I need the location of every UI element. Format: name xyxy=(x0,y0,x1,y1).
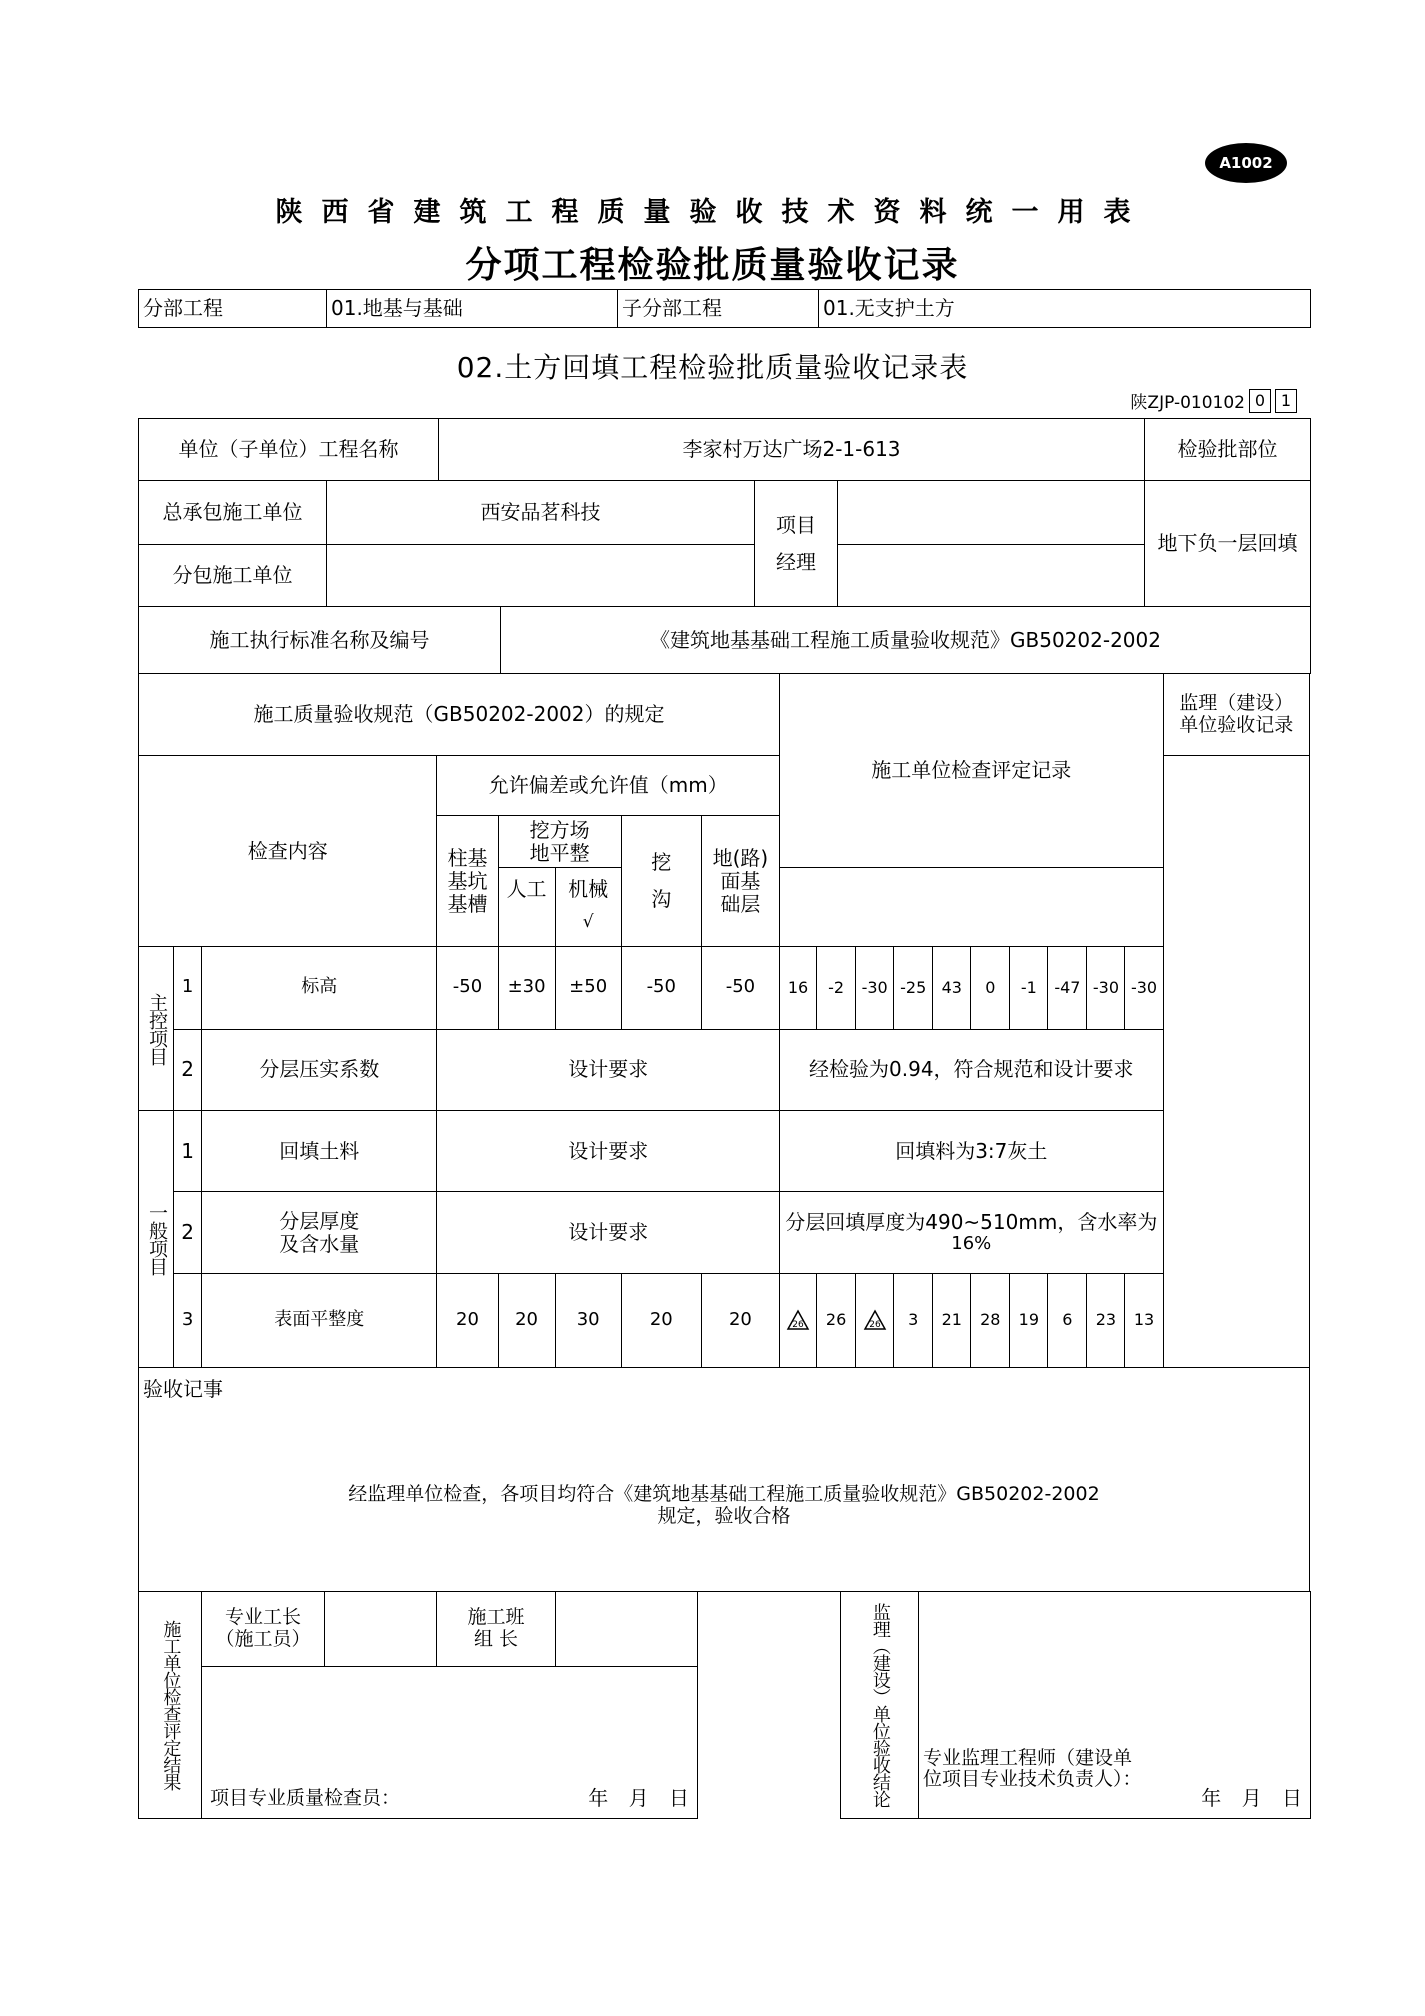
general-row-3-measure: 21 xyxy=(933,1273,971,1367)
contractor-label: 总承包施工单位 xyxy=(139,481,327,545)
acceptance-text-l2: 规定，验收合格 xyxy=(657,1504,791,1527)
supervisor-result-text: 监理（建设）单位验收结论 xyxy=(869,1603,891,1807)
general-row-3-tol: 20 xyxy=(701,1273,779,1367)
pm-label-line2: 经理 xyxy=(776,549,816,574)
general-row-2-result-l1: 分层回填厚度为490~510mm，含水率为 xyxy=(785,1209,1158,1234)
main-row-1-tol: ±30 xyxy=(498,947,555,1029)
team-label-l1: 施工班 xyxy=(467,1606,525,1629)
signature-table xyxy=(138,1591,1311,1819)
supervisor-result-label xyxy=(841,1592,919,1819)
general-row-3-measure: 23 xyxy=(1087,1273,1125,1367)
general-row-3-tol: 30 xyxy=(555,1273,621,1367)
foreman-label xyxy=(202,1592,325,1667)
triangle-stamp-icon xyxy=(780,1273,817,1367)
general-row-1-requirement: 设计要求 xyxy=(437,1110,780,1191)
check-record-title: 施工单位检查评定记录 xyxy=(780,674,1164,868)
main-row-1-measure: -30 xyxy=(1125,947,1163,1029)
main-group-label xyxy=(139,947,174,1111)
supervisor-record-column xyxy=(1163,756,1309,1368)
project-name-label: 单位（子单位）工程名称 xyxy=(139,419,439,481)
location-label: 检验批部位 xyxy=(1145,419,1311,481)
acceptance-table xyxy=(138,1367,1310,1592)
standard-value: 《建筑地基基础工程施工质量验收规范》GB50202-2002 xyxy=(501,607,1311,674)
main-row-1-name: 标高 xyxy=(202,947,437,1029)
col-dig-l2: 地平整 xyxy=(529,840,590,865)
col-machine-label: 机械 xyxy=(568,876,609,901)
content-title: 检查内容 xyxy=(139,756,437,947)
col-pile-l3: 基槽 xyxy=(447,891,488,916)
contractor-value: 西安品茗科技 xyxy=(327,481,755,545)
info-table xyxy=(138,289,1311,328)
tolerance-title: 允许偏差或允许值（mm） xyxy=(437,756,780,816)
col-road-l1: 地(路) xyxy=(712,845,769,870)
subcontractor-value xyxy=(327,545,755,607)
main-row-1-tol: -50 xyxy=(437,947,498,1029)
general-row-3-measure: 3 xyxy=(894,1273,933,1367)
subcontractor-label: 分包施工单位 xyxy=(139,545,327,607)
main-row-1-measure: -30 xyxy=(1087,947,1125,1029)
general-row-3-measure: 19 xyxy=(1010,1273,1048,1367)
svg-text:26: 26 xyxy=(868,1320,881,1331)
pm-label xyxy=(755,481,838,607)
col-road-l2: 面基 xyxy=(720,868,761,893)
general-row-1-no: 1 xyxy=(174,1110,202,1191)
inspection-table xyxy=(138,673,1310,1368)
col-ditch-l2: 沟 xyxy=(651,887,672,912)
general-row-3-tol: 20 xyxy=(437,1273,498,1367)
general-row-3-no: 3 xyxy=(174,1273,202,1367)
general-group-text: 一般项目 xyxy=(145,1202,168,1275)
col-dig-l1: 挖方场 xyxy=(529,817,590,842)
main-row-2-requirement: 设计要求 xyxy=(437,1029,780,1110)
col-road-l3: 础层 xyxy=(720,891,761,916)
acceptance-label: 验收记事 xyxy=(143,1377,223,1401)
general-row-3-measure: 6 xyxy=(1048,1273,1087,1367)
division-label: 分部工程 xyxy=(139,290,327,328)
col-pile-l1: 柱基 xyxy=(447,845,488,870)
general-row-3-tol: 20 xyxy=(621,1273,701,1367)
general-group-label xyxy=(139,1110,174,1367)
supervisor-title-line1: 监理（建设） xyxy=(1179,691,1294,714)
project-name-value: 李家村万达广场2-1-613 xyxy=(439,419,1145,481)
general-row-2-name-l1: 分层厚度 xyxy=(279,1208,360,1233)
main-row-1-measure: -1 xyxy=(1010,947,1048,1029)
col-ditch xyxy=(621,816,701,947)
inspector-cell xyxy=(202,1667,698,1819)
main-row-1-measure: -2 xyxy=(817,947,856,1029)
subdivision-value: 01.无支护土方 xyxy=(819,290,1311,328)
foreman-label-l1: 专业工长 xyxy=(224,1606,301,1629)
main-row-2-no: 2 xyxy=(174,1029,202,1110)
project-table xyxy=(138,418,1311,674)
page-title: 分项工程检验批质量验收记录 xyxy=(465,245,960,286)
general-row-2-name-l2: 及含水量 xyxy=(279,1231,360,1256)
doc-code xyxy=(1130,388,1297,413)
acceptance-text-l1: 经监理单位检查，各项目均符合《建筑地基基础工程施工质量验收规范》GB50202-2002 xyxy=(348,1483,1100,1505)
check-record-spacer xyxy=(780,867,1164,946)
main-row-1-tol: -50 xyxy=(621,947,701,1029)
doc-code-prefix: 陕ZJP-010102 xyxy=(1130,393,1245,413)
contractor-result-label xyxy=(139,1592,202,1819)
acceptance-cell xyxy=(139,1368,1310,1592)
general-row-3-measure: 13 xyxy=(1125,1273,1163,1367)
main-row-1-measure: 0 xyxy=(971,947,1010,1029)
engineer-label-l2: 位项目专业技术负责人）： xyxy=(923,1768,1142,1791)
main-row-1-tol: -50 xyxy=(701,947,779,1029)
supervisor-record-title xyxy=(1163,674,1309,756)
division-value: 01.地基与基础 xyxy=(327,290,618,328)
general-row-2-requirement: 设计要求 xyxy=(437,1192,780,1273)
col-road xyxy=(701,816,779,947)
col-dig xyxy=(498,816,621,867)
sign-spacer xyxy=(698,1592,841,1819)
general-row-2-name xyxy=(202,1192,437,1273)
general-row-3-measure: 28 xyxy=(971,1273,1010,1367)
col-machine xyxy=(555,867,621,946)
general-row-2-result-l2: 16% xyxy=(951,1232,992,1254)
col-pile xyxy=(437,816,498,947)
general-row-3-measure: 26 xyxy=(817,1273,856,1367)
team-label-l2: 组 长 xyxy=(473,1628,519,1650)
header-org-title: 陕西省建筑工程质量验收技术资料统一用表 xyxy=(275,197,1150,228)
acceptance-text xyxy=(139,1484,1309,1528)
inspector-date: 年 月 日 xyxy=(588,1786,689,1810)
engineer-label-l1: 专业监理工程师（建设单 xyxy=(923,1747,1133,1770)
form-code-badge: A1002 xyxy=(1205,143,1287,183)
main-row-1-measure: 16 xyxy=(780,947,817,1029)
general-row-1-name: 回填土料 xyxy=(202,1110,437,1191)
main-group-text: 主控项目 xyxy=(145,992,168,1065)
engineer-label xyxy=(923,1748,1142,1790)
general-row-2-no: 2 xyxy=(174,1192,202,1273)
doc-code-box-1: 0 xyxy=(1249,389,1271,413)
svg-text:26: 26 xyxy=(792,1320,804,1331)
main-row-1-measure: -25 xyxy=(894,947,933,1029)
foreman-value xyxy=(325,1592,437,1667)
supervisor-date: 年 月 日 xyxy=(1201,1786,1302,1810)
general-row-3-name: 表面平整度 xyxy=(202,1273,437,1367)
triangle-stamp-icon xyxy=(856,1273,894,1367)
main-row-2-result: 经检验为0.94，符合规范和设计要求 xyxy=(780,1029,1164,1110)
foreman-label-l2: （施工员） xyxy=(215,1628,311,1650)
check-mark-icon: √ xyxy=(582,911,594,932)
pm-value-2 xyxy=(838,545,1145,607)
record-subtitle: 02.土方回填工程检验批质量验收记录表 xyxy=(456,351,969,384)
inspector-label: 项目专业质量检查员： xyxy=(210,1787,401,1810)
supervisor-sign-cell xyxy=(919,1592,1311,1819)
col-pile-l2: 基坑 xyxy=(447,868,488,893)
general-row-3-tol: 20 xyxy=(498,1273,555,1367)
team-value xyxy=(556,1592,698,1667)
general-row-2-result xyxy=(780,1192,1164,1273)
main-row-1-measure: -30 xyxy=(856,947,894,1029)
col-manual: 人工 xyxy=(498,867,555,946)
main-row-1-tol: ±50 xyxy=(555,947,621,1029)
doc-code-box-2: 1 xyxy=(1275,389,1297,413)
main-row-1-measure: 43 xyxy=(933,947,971,1029)
spec-rule-title: 施工质量验收规范（GB50202-2002）的规定 xyxy=(139,674,780,756)
main-row-2-name: 分层压实系数 xyxy=(202,1029,437,1110)
supervisor-title-line2: 单位验收记录 xyxy=(1179,713,1294,736)
standard-label: 施工执行标准名称及编号 xyxy=(139,607,501,674)
general-row-1-result: 回填料为3:7灰土 xyxy=(780,1110,1164,1191)
subdivision-label: 子分部工程 xyxy=(618,290,819,328)
contractor-result-text: 施工单位检查评定结果 xyxy=(160,1620,182,1790)
pm-value-1 xyxy=(838,481,1145,545)
pm-label-line1: 项目 xyxy=(776,512,816,537)
main-row-1-no: 1 xyxy=(174,947,202,1029)
main-row-1-measure: -47 xyxy=(1048,947,1087,1029)
location-value: 地下负一层回填 xyxy=(1145,481,1311,607)
team-label xyxy=(437,1592,556,1667)
col-ditch-l1: 挖 xyxy=(651,850,672,875)
